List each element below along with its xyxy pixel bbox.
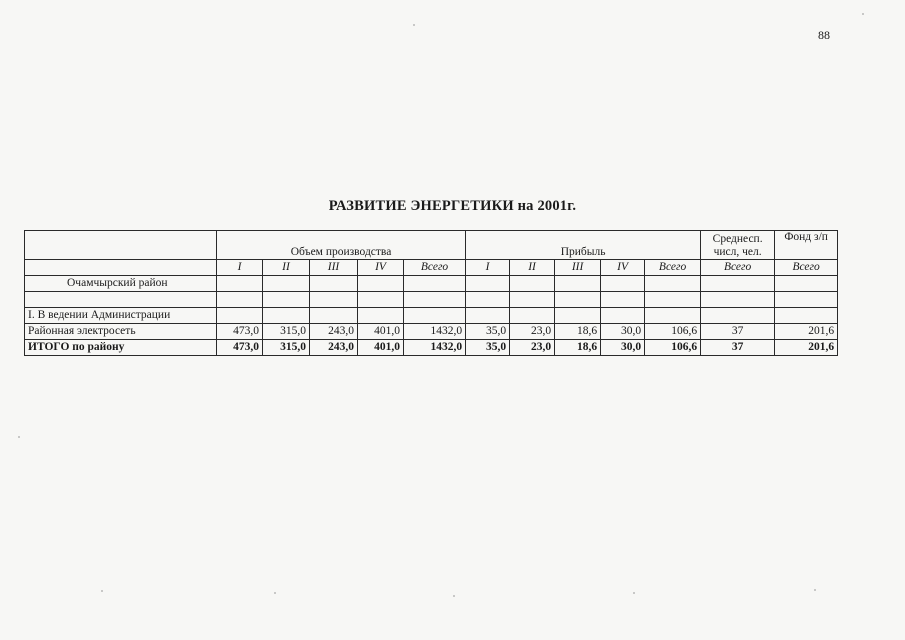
value-cell: 243,0 <box>310 340 358 356</box>
subheader-cell: Всего <box>404 260 466 276</box>
value-cell: 23,0 <box>510 324 555 340</box>
scan-speck <box>274 592 276 594</box>
subheader-cell: Всего <box>645 260 701 276</box>
document-title: РАЗВИТИЕ ЭНЕРГЕТИКИ на 2001г. <box>328 198 577 214</box>
row-label: ИТОГО по району <box>25 340 217 356</box>
subheader-cell: IV <box>601 260 645 276</box>
scan-speck <box>862 13 864 15</box>
value-cell: 37 <box>701 340 775 356</box>
scan-speck <box>413 24 415 26</box>
district-label: Очамчырский район <box>25 276 217 292</box>
scan-speck <box>814 589 816 591</box>
header-payroll: Фонд з/п <box>775 231 838 260</box>
value-cell: 35,0 <box>466 324 510 340</box>
value-cell: 30,0 <box>601 324 645 340</box>
scan-speck <box>18 436 20 438</box>
value-cell: 1432,0 <box>404 324 466 340</box>
subheader-cell: Всего <box>775 260 838 276</box>
scan-speck <box>101 590 103 592</box>
header-row-periods <box>25 260 838 276</box>
value-cell: 201,6 <box>775 324 838 340</box>
table-row <box>25 324 838 340</box>
value-cell: 473,0 <box>217 340 263 356</box>
header-row-groups <box>25 231 838 260</box>
subheader-cell: I <box>217 260 263 276</box>
subheader-cell: III <box>555 260 601 276</box>
value-cell: 106,6 <box>645 324 701 340</box>
value-cell: 243,0 <box>310 324 358 340</box>
value-cell: 401,0 <box>358 324 404 340</box>
row-label: Районная электросеть <box>25 324 217 340</box>
subheader-cell: II <box>263 260 310 276</box>
value-cell: 18,6 <box>555 340 601 356</box>
subheader-cell: III <box>310 260 358 276</box>
subheader-cell: II <box>510 260 555 276</box>
section-row <box>25 308 838 324</box>
page-number: 88 <box>818 28 830 42</box>
subheader-cell: I <box>466 260 510 276</box>
value-cell: 315,0 <box>263 340 310 356</box>
value-cell: 1432,0 <box>404 340 466 356</box>
value-cell: 401,0 <box>358 340 404 356</box>
district-row <box>25 276 838 292</box>
value-cell: 30,0 <box>601 340 645 356</box>
value-cell: 18,6 <box>555 324 601 340</box>
header-blank-cell <box>25 260 217 276</box>
subheader-cell: IV <box>358 260 404 276</box>
value-cell: 106,6 <box>645 340 701 356</box>
value-cell: 473,0 <box>217 324 263 340</box>
total-row <box>25 340 838 356</box>
value-cell: 23,0 <box>510 340 555 356</box>
header-profit: Прибыль <box>466 231 701 260</box>
energy-table <box>24 230 838 356</box>
header-avg-staff: Среднесп. числ, чел. <box>701 231 775 260</box>
scan-speck <box>453 595 455 597</box>
header-volume: Объем производства <box>217 231 466 260</box>
value-cell: 315,0 <box>263 324 310 340</box>
value-cell: 37 <box>701 324 775 340</box>
empty-row <box>25 292 838 308</box>
header-blank-cell <box>25 231 217 260</box>
section-label: I. В ведении Администрации <box>25 308 217 324</box>
value-cell: 35,0 <box>466 340 510 356</box>
scan-speck <box>633 592 635 594</box>
value-cell: 201,6 <box>775 340 838 356</box>
subheader-cell: Всего <box>701 260 775 276</box>
